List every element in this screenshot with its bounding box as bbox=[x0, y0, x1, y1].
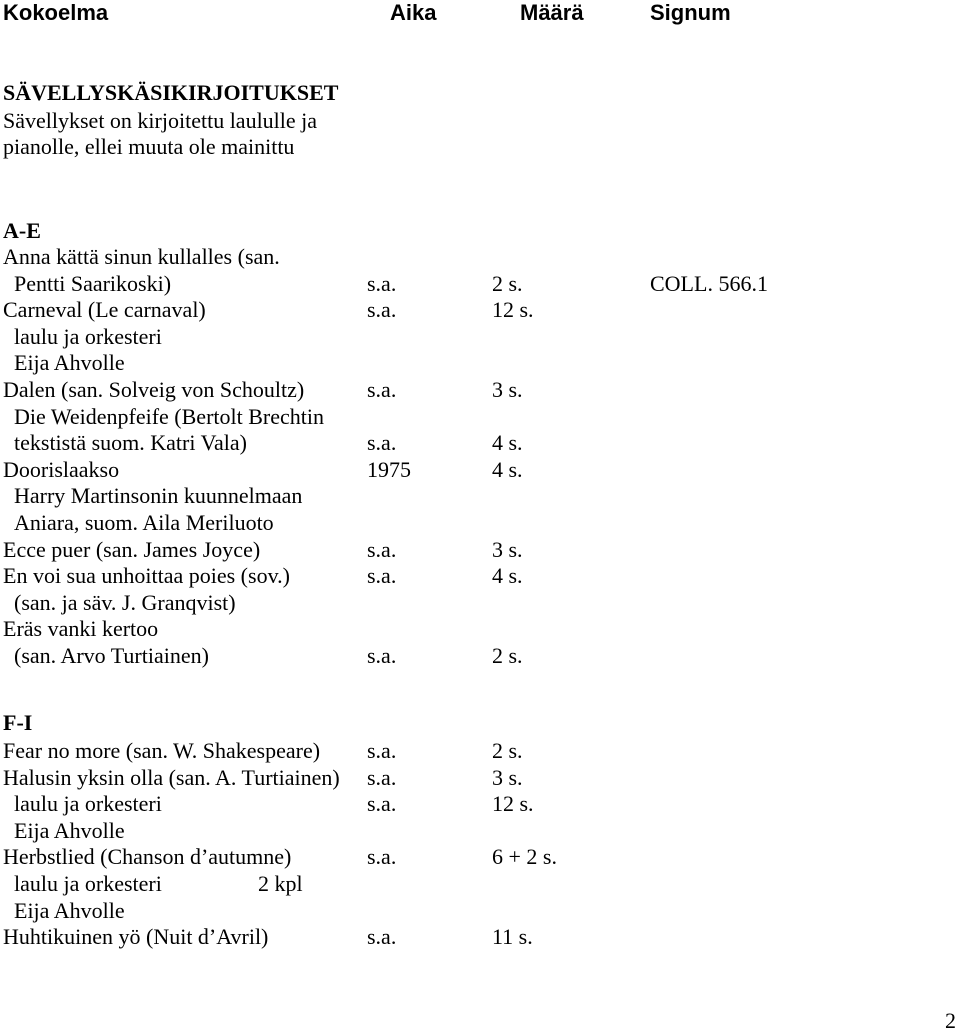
entry-maara: 6 + 2 s. bbox=[492, 844, 557, 870]
entry-title: Fear no more (san. W. Shakespeare) bbox=[3, 738, 321, 763]
column-header-row bbox=[0, 0, 960, 26]
entry-title: Eija Ahvolle bbox=[14, 350, 125, 376]
entry-aika: s.a. bbox=[367, 844, 397, 870]
entry-title: Carneval (Le carnaval) bbox=[3, 297, 206, 323]
entry-title: Die Weidenpfeife (Bertolt Brechtin bbox=[14, 403, 324, 429]
entry-title: Pentti Saarikoski) bbox=[14, 270, 172, 296]
entry-title: Eija Ahvolle bbox=[14, 897, 125, 923]
list-item bbox=[0, 350, 960, 376]
entry-title: Huhtikuinen yö (Nuit d’Avril) bbox=[3, 924, 269, 950]
entry-maara: 2 s. bbox=[492, 270, 523, 296]
group-heading-line bbox=[0, 710, 960, 736]
entry-title: En voi sua unhoittaa poies (sov.) bbox=[3, 563, 290, 589]
entry-title: Ecce puer (san. James Joyce) bbox=[3, 536, 261, 562]
list-item bbox=[0, 377, 960, 403]
entry-title: Herbstlied (Chanson d’autumne) bbox=[3, 844, 292, 870]
entry-aika: 1975 bbox=[367, 456, 411, 482]
entry-aika: s.a. bbox=[367, 430, 397, 456]
entry-title: Harry Martinsonin kuunnelmaan bbox=[14, 483, 303, 509]
list-item bbox=[0, 297, 960, 323]
entry-aika: s.a. bbox=[367, 764, 397, 790]
entry-title: laulu ja orkesteri bbox=[14, 791, 162, 817]
entry-maara: 3 s. bbox=[492, 536, 523, 562]
section-description: pianolle, ellei muuta ole mainittu bbox=[3, 134, 295, 159]
section-title-line bbox=[0, 80, 960, 106]
entry-title: Dalen (san. Solveig von Schoultz) bbox=[3, 377, 305, 402]
section-desc-line-1 bbox=[0, 108, 960, 134]
entry-title: Halusin yksin olla (san. A. Turtiainen) bbox=[3, 764, 340, 790]
entry-title: Eija Ahvolle bbox=[14, 817, 125, 843]
entry-signum: COLL. 566.1 bbox=[650, 270, 768, 296]
entry-title: (san. ja säv. J. Granqvist) bbox=[14, 589, 236, 615]
entry-aika: s.a. bbox=[367, 924, 397, 950]
entry-title: Aniara, suom. Aila Meriluoto bbox=[14, 510, 274, 535]
entry-maara: 11 s. bbox=[492, 924, 533, 950]
header-kokoelma: Kokoelma bbox=[3, 0, 109, 25]
list-item bbox=[0, 563, 960, 589]
section-desc-line-2 bbox=[0, 134, 960, 160]
entry-aika: s.a. bbox=[367, 536, 397, 562]
list-item bbox=[0, 765, 960, 791]
list-item bbox=[0, 818, 960, 844]
entry-maara: 4 s. bbox=[492, 430, 523, 456]
list-item bbox=[0, 537, 960, 563]
list-item bbox=[0, 791, 960, 817]
list-item bbox=[0, 616, 960, 642]
entry-aika: s.a. bbox=[367, 377, 397, 402]
entry-maara: 3 s. bbox=[492, 377, 523, 402]
entry-aika: s.a. bbox=[367, 297, 397, 323]
list-item bbox=[0, 898, 960, 924]
entry-aika: s.a. bbox=[367, 643, 397, 668]
entry-aika: s.a. bbox=[367, 563, 397, 589]
entry-maara: 3 s. bbox=[492, 764, 523, 790]
section-description: Sävellykset on kirjoitettu laululle ja bbox=[3, 108, 318, 133]
entry-aika: s.a. bbox=[367, 791, 397, 817]
entry-title: tekstistä suom. Katri Vala) bbox=[14, 430, 247, 456]
list-item bbox=[0, 483, 960, 509]
entry-title: Doorislaakso bbox=[3, 456, 120, 482]
section-title: SÄVELLYSKÄSIKIRJOITUKSET bbox=[3, 80, 339, 105]
list-item bbox=[0, 271, 960, 297]
header-maara: Määrä bbox=[520, 0, 584, 25]
entry-maara: 2 s. bbox=[492, 738, 523, 763]
entry-maara: 2 s. bbox=[492, 643, 523, 668]
entry-maara: 12 s. bbox=[492, 297, 534, 323]
group-heading-line bbox=[0, 218, 960, 244]
list-item bbox=[0, 643, 960, 669]
page-number: 2 bbox=[945, 1008, 956, 1033]
group-heading-fi: F-I bbox=[3, 710, 33, 735]
entry-title: Anna kättä sinun kullalles (san. bbox=[3, 244, 280, 269]
list-item bbox=[0, 924, 960, 950]
list-item bbox=[0, 844, 960, 870]
list-item bbox=[0, 590, 960, 616]
entry-aika: 2 kpl bbox=[258, 871, 303, 896]
entry-title: laulu ja orkesteri bbox=[14, 871, 162, 896]
list-item bbox=[0, 510, 960, 536]
list-item bbox=[0, 457, 960, 483]
list-item bbox=[0, 871, 960, 897]
entry-title: (san. Arvo Turtiainen) bbox=[14, 643, 209, 668]
list-item bbox=[0, 430, 960, 456]
list-item bbox=[0, 738, 960, 764]
group-heading-ae: A-E bbox=[3, 218, 41, 243]
entry-aika: s.a. bbox=[367, 270, 397, 296]
header-signum: Signum bbox=[650, 0, 731, 25]
list-item bbox=[0, 324, 960, 350]
entry-maara: 4 s. bbox=[492, 456, 523, 482]
entry-title: Eräs vanki kertoo bbox=[3, 616, 159, 642]
list-item bbox=[0, 404, 960, 430]
list-item bbox=[0, 244, 960, 270]
header-aika: Aika bbox=[390, 0, 437, 25]
entry-title: laulu ja orkesteri bbox=[14, 323, 162, 349]
entry-maara: 12 s. bbox=[492, 791, 534, 817]
entry-maara: 4 s. bbox=[492, 563, 523, 589]
entry-aika: s.a. bbox=[367, 738, 397, 763]
